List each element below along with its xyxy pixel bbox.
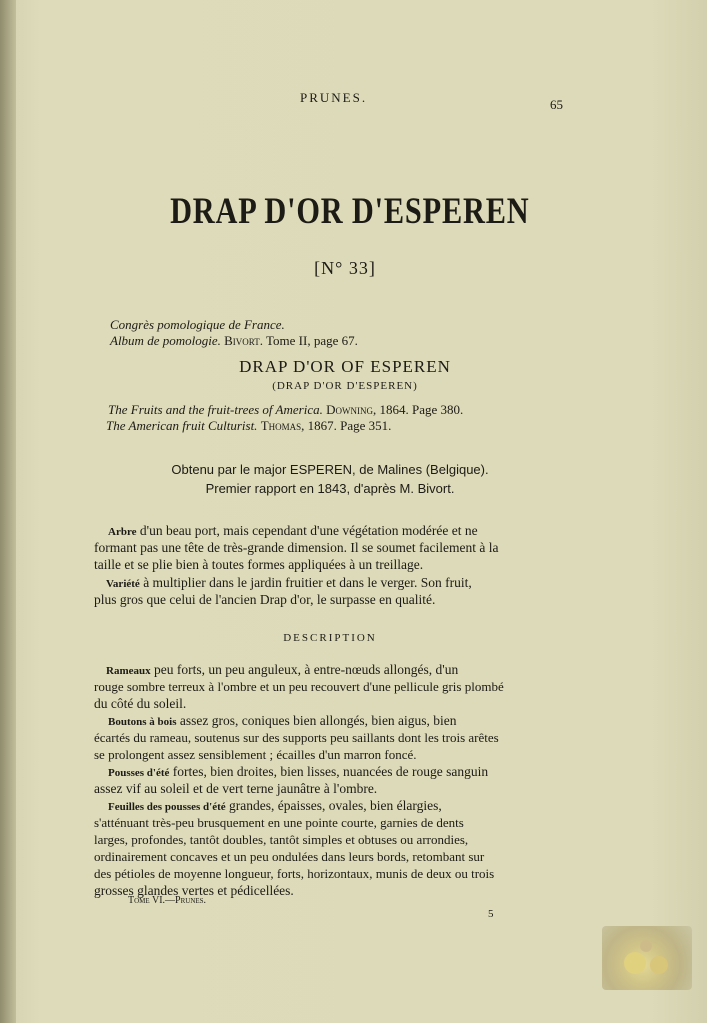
origin-line: Premier rapport en 1843, d'après M. Bivort.: [205, 481, 455, 496]
reference-line: [108, 402, 463, 418]
description-line: [108, 764, 488, 780]
description-lead: Pousses d'été: [108, 767, 170, 779]
reference-work: The Fruits and the fruit-trees of America.: [108, 402, 323, 417]
reference-author: Bivort.: [224, 333, 263, 348]
reference-work: Congrès pomologique de France.: [110, 317, 285, 332]
description-line: larges, profondes, tantôt doubles, tantôt simples et obtuses ou arrondies,: [94, 832, 469, 847]
reference-detail: Tome II, page 67.: [262, 333, 358, 348]
description-line: du côté du soleil.: [94, 696, 187, 711]
reference-work: Album de pomologie.: [110, 333, 221, 348]
reference-line: [110, 317, 285, 333]
paragraph-line: plus gros que celui de l'ancien Drap d'or, le surpasse en qualité.: [94, 592, 436, 607]
reference-author: Thomas,: [260, 418, 305, 433]
description-line: [106, 662, 458, 678]
reference-detail: 1867. Page 351.: [304, 418, 392, 433]
paragraph-lead: Arbre: [108, 526, 137, 538]
description-line: rouge sombre terreux à l'ombre et un peu recouvert d'une pellicule gris plombé: [94, 679, 504, 694]
origin-line: Obtenu par le major ESPEREN, de Malines (Belgique).: [171, 462, 489, 477]
description-line: se prolongent assez sensiblement ; écailles d'un marron foncé.: [94, 747, 417, 762]
reference-line: [106, 418, 391, 434]
synonym-subtitle: (DRAP D'OR D'ESPEREN): [272, 380, 418, 392]
description-line: des pétioles de moyenne longueur, forts, horizontaux, munis de deux ou trois: [94, 866, 495, 881]
reference-author: Downing,: [326, 402, 377, 417]
description-line: [108, 798, 442, 814]
paragraph-line: [106, 575, 472, 591]
page-title: DRAP D'OR D'ESPEREN: [170, 191, 530, 232]
fruit-watermark-icon: [602, 926, 692, 990]
paragraph-line: formant pas une tête de très-grande dimension. Il se soumet facilement à la: [94, 540, 499, 555]
section-heading: DESCRIPTION: [283, 632, 377, 644]
synonym-title: DRAP D'OR OF ESPEREN: [239, 357, 451, 376]
paragraph-line: taille et se plie bien à toutes formes appliquées à un treillage.: [94, 557, 424, 572]
description-line: grosses glandes vertes et pédicellées.: [94, 883, 294, 898]
signature-mark: 5: [488, 908, 494, 920]
reference-detail: 1864. Page 380.: [376, 402, 464, 417]
description-lead: Feuilles des pousses d'été: [108, 801, 226, 813]
description-text: peu forts, un peu anguleux, à entre-nœuds allongés, d'un: [150, 662, 459, 677]
page-number: 65: [550, 97, 563, 112]
book-gutter: [0, 0, 16, 1023]
description-lead: Rameaux: [106, 665, 151, 677]
paragraph-text: à multiplier dans le jardin fruitier et dans le verger. Son fruit,: [139, 575, 472, 590]
description-line: assez vif au soleil et de vert terne jaunâtre à l'ombre.: [94, 781, 378, 796]
variety-number: [N° 33]: [314, 258, 376, 278]
running-head: PRUNES.: [300, 90, 368, 105]
reference-work: The American fruit Culturist.: [106, 418, 258, 433]
description-text: assez gros, coniques bien allongés, bien aigus, bien: [176, 713, 457, 728]
description-line: ordinairement concaves et un peu ondulées dans leurs bords, retombant sur: [94, 849, 485, 864]
reference-line: [110, 333, 358, 349]
description-text: fortes, bien droites, bien lisses, nuancées de rouge sanguin: [169, 764, 489, 779]
footer-volume: Tome VI.—Prunes.: [128, 895, 207, 906]
description-text: grandes, épaisses, ovales, bien élargies,: [225, 798, 442, 813]
paragraph-lead: Variété: [106, 578, 140, 590]
description-lead: Boutons à bois: [108, 716, 177, 728]
paragraph-text: d'un beau port, mais cependant d'une végétation modérée et ne: [136, 523, 478, 538]
description-line: [108, 713, 457, 729]
description-line: s'atténuant très-peu brusquement en une pointe courte, garnies de dents: [94, 815, 464, 830]
description-line: écartés du rameau, soutenus sur des supports peu saillants dont les trois arêtes: [94, 730, 499, 745]
paragraph-line: [108, 523, 478, 539]
